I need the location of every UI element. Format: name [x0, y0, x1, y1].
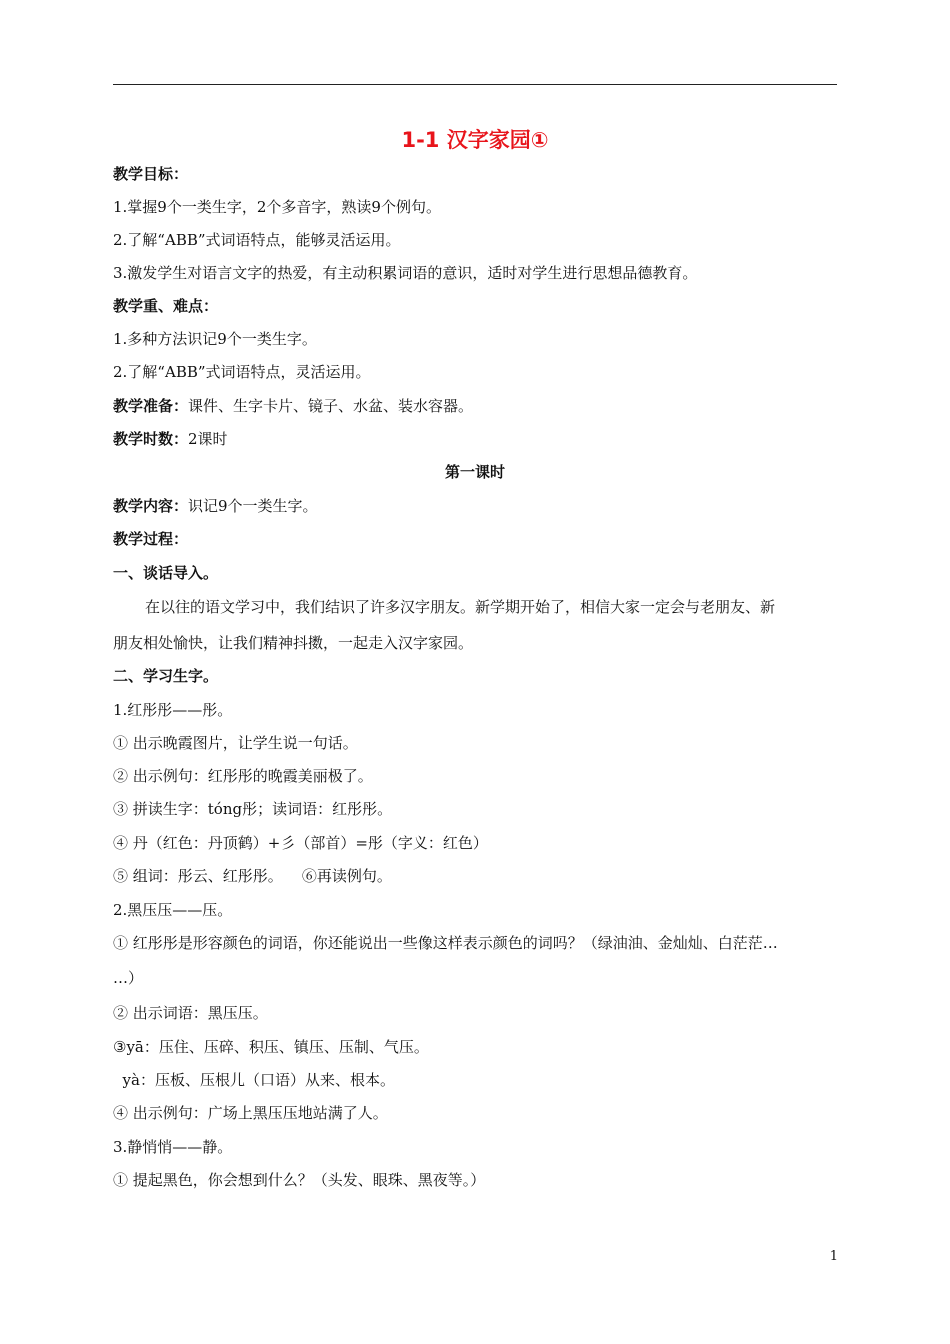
process-heading: 教学过程：	[113, 530, 189, 548]
section2-line: 1.红彤彤——彤。	[113, 701, 233, 719]
hours-text: 2课时	[188, 430, 228, 448]
preparation-label: 教学准备：	[113, 397, 189, 415]
section2-line: ① 提起黑色，你会想到什么？（头发、眼珠、黑夜等。）	[113, 1171, 486, 1189]
hours-line	[113, 429, 838, 449]
section1-paragraph-line: 朋友相处愉快，让我们精神抖擞，一起走入汉字家园。	[113, 634, 474, 652]
section2-line: …）	[113, 969, 144, 987]
key-point-item: 1.多种方法识记9个一类生字。	[113, 330, 317, 348]
section2-line: yà：压板、压根儿（口语）从来、根本。	[113, 1071, 395, 1089]
section1-paragraph-line: 在以往的语文学习中，我们结识了许多汉字朋友。新学期开始了，相信大家一定会与老朋友、新	[145, 598, 776, 616]
key-point-item: 2.了解“ABB”式词语特点，灵活运用。	[113, 363, 371, 381]
section2-line: 3.静悄悄——静。	[113, 1138, 233, 1156]
section2-line: ③yā：压住、压碎、积压、镇压、压制、气压。	[113, 1038, 429, 1056]
section2-line: ④ 丹（红色：丹顶鹤）+彡（部首）=彤（字义：红色）	[113, 834, 488, 852]
objective-item: 2.了解“ABB”式词语特点，能够灵活运用。	[113, 231, 401, 249]
document-title: 1-1 汉字家园①	[401, 128, 549, 152]
section2-line: 2.黑压压——压。	[113, 901, 233, 919]
preparation-text: 课件、生字卡片、镜子、水盆、装水容器。	[188, 397, 474, 415]
objective-item: 1.掌握9个一类生字，2个多音字，熟读9个例句。	[113, 198, 441, 216]
section2-heading: 二、学习生字。	[113, 667, 219, 685]
section2-line: ③ 拼读生字：tóng彤；读词语：红彤彤。	[113, 800, 393, 818]
section1-heading: 一、谈话导入。	[113, 564, 219, 582]
section2-line: ⑤ 组词：彤云、红彤彤。 ⑥再读例句。	[113, 867, 392, 885]
content-line	[113, 496, 838, 516]
header-rule	[113, 84, 837, 85]
hours-label: 教学时数：	[113, 430, 189, 448]
section2-line: ② 出示词语：黑压压。	[113, 1004, 268, 1022]
preparation-line	[113, 396, 838, 416]
content-label: 教学内容：	[113, 497, 189, 515]
key-points-heading: 教学重、难点：	[113, 297, 219, 315]
objectives-heading: 教学目标：	[113, 165, 189, 183]
section2-line: ① 红彤彤是形容颜色的词语，你还能说出一些像这样表示颜色的词吗？（绿油油、金灿灿、白茫茫…	[113, 934, 778, 952]
page-number: 1	[829, 1249, 838, 1264]
objective-item: 3.激发学生对语言文字的热爱，有主动积累词语的意识，适时对学生进行思想品德教育。	[113, 264, 698, 282]
section2-line: ④ 出示例句：广场上黑压压地站满了人。	[113, 1104, 388, 1122]
lesson-heading: 第一课时	[444, 463, 505, 481]
content-text: 识记9个一类生字。	[188, 497, 318, 515]
section2-line: ① 出示晚霞图片，让学生说一句话。	[113, 734, 358, 752]
section2-line: ② 出示例句：红彤彤的晚霞美丽极了。	[113, 767, 373, 785]
